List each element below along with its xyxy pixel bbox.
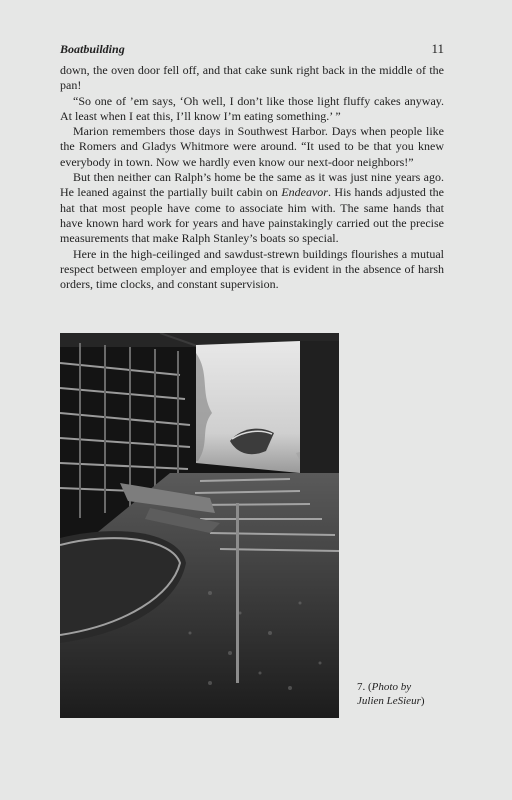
- paragraph-text: “So one of ’em says, ‘Oh well, I don’t like those light fluffy cakes anyway. At least when I eat this, I’ll know I’m eating something.’ ”: [60, 93, 444, 123]
- caption-number: 7.: [357, 681, 366, 693]
- paragraph: [60, 170, 444, 246]
- paragraph: [60, 63, 444, 94]
- italic-text: Endeavor: [281, 185, 328, 200]
- paragraph-text: But then neither can Ralph’s home be the same as it was just nine years ago. He leaned against the partially built cabin on: [60, 170, 444, 200]
- caption-open-paren: (: [368, 681, 372, 693]
- photo-image: [60, 333, 339, 718]
- caption-photo-by: Photo by: [371, 681, 412, 693]
- paragraph-text: down, the oven door fell off, and that cake sunk right back in the middle of the pan!: [60, 63, 444, 93]
- caption-credit-name: Julien LeSieur: [357, 695, 421, 707]
- paragraph: [60, 247, 444, 293]
- running-head: Boatbuilding: [60, 42, 125, 56]
- page-header: [60, 42, 444, 58]
- body-text: [60, 63, 444, 292]
- page-number: 11: [431, 41, 444, 56]
- paragraph: [60, 94, 444, 125]
- paragraph: [60, 124, 444, 170]
- paragraph-text: Here in the high-ceilinged and sawdust-strewn buildings flourishes a mutual respect between employer and employee that is evident in the absence of harsh orders, time clocks, and constant supervision.: [60, 246, 444, 292]
- boat-shop-photo: [60, 333, 339, 718]
- caption-close-paren: ): [420, 695, 425, 707]
- paragraph-text: . His hands adjusted the hat that most people have come to associate him with. The same hands that have known hard work for years and have painstakingly carried out the precise measurements that make Ralph Stanley’s boats so special.: [60, 185, 444, 246]
- paragraph-text: Marion remembers those days in Southwest Harbor. Days when people like the Romers and Gladys Whitmore were around. “It used to be that you knew everybody in town. Now we hardly even know our next-door neighbors!”: [60, 124, 444, 169]
- photo-caption: [357, 680, 467, 708]
